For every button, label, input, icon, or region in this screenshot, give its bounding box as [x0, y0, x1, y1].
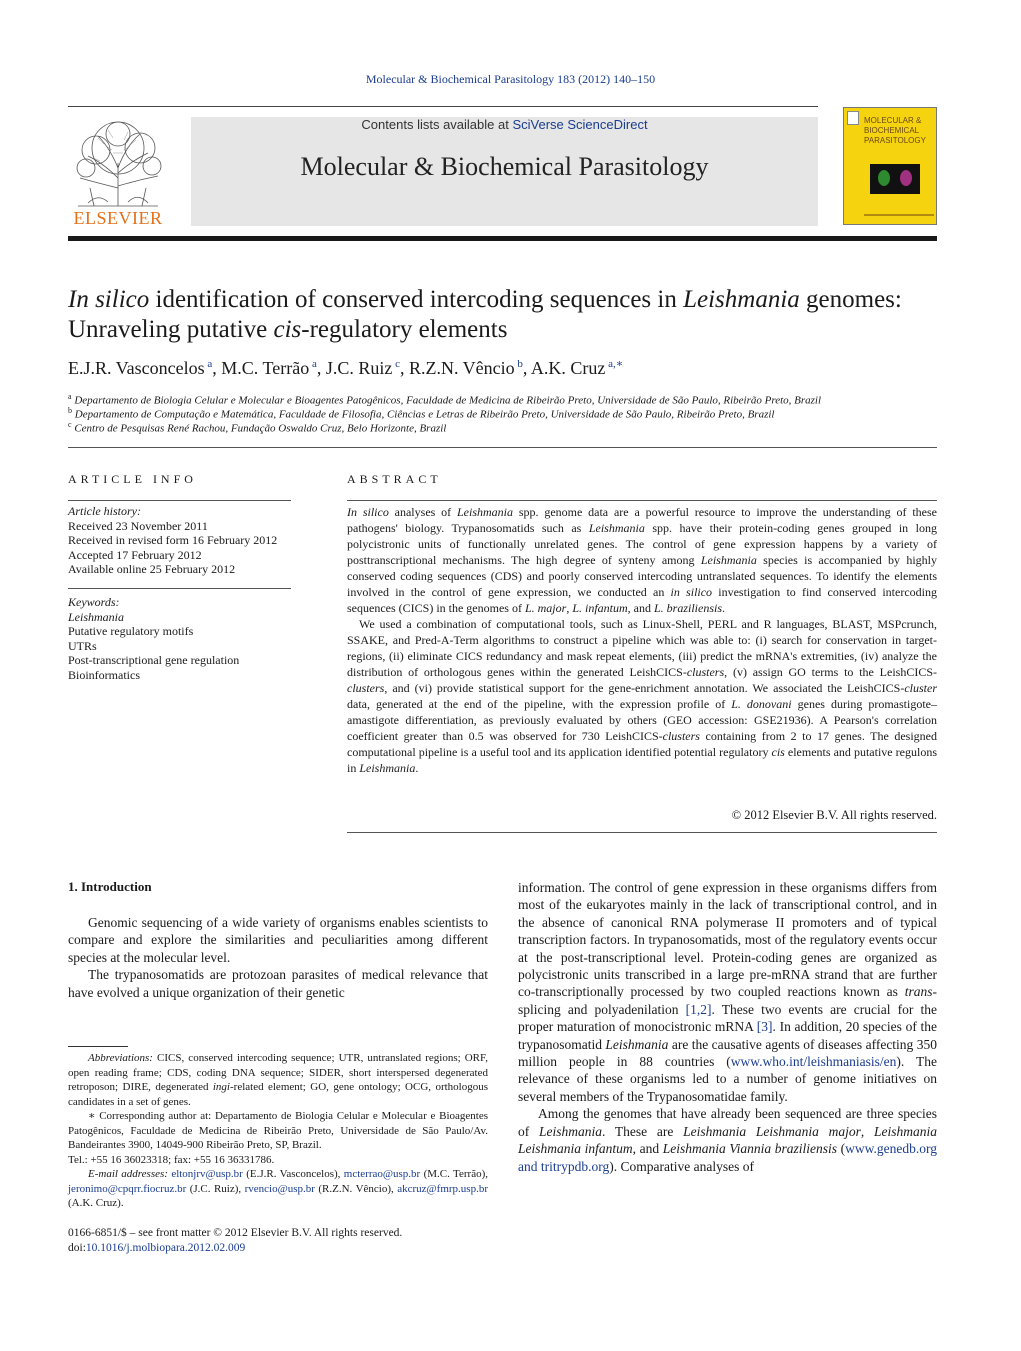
reference-link[interactable]: www.who.int/leishmaniasis/en [730, 1054, 897, 1070]
header-rule [68, 106, 818, 107]
italic-text: L. braziliensis [653, 601, 722, 615]
text-run: genes during promastigote–amastigote differentiation, as previously evaluated by others (GEO accession: GSE21936). A Pearson's correlation coefficient greater than 0.5 was observed for 730 LeishCICS- [347, 697, 937, 743]
affiliation-c [68, 418, 938, 436]
italic-text: E-mail addresses: [88, 1168, 172, 1180]
journal-cover-image[interactable] [843, 107, 937, 225]
keyword-item: Bioinformatics [68, 667, 140, 682]
cover-title: MOLECULAR & BIOCHEMICAL PARASITOLOGY [864, 116, 926, 145]
contents-prefix: Contents lists available at [361, 117, 513, 132]
footnote-emails [68, 1167, 488, 1211]
italic-text: Leishmania Viannia braziliensis [662, 1141, 838, 1157]
reference-link[interactable]: mcterrao@usp.br [343, 1168, 421, 1180]
text-run: (A.K. Cruz). [68, 1197, 124, 1209]
text-run: ∗ Corresponding author at: Departamento de Biologia Celular e Molecular e Bioagentes Patogênicos, Faculdade de Medicina de Ribeirão Preto, Universidade de São Paulo/Av. Bandeirantes 3900, 14049-900 Ribeirão Preto, SP, Brazil. [68, 1110, 488, 1151]
text-run: (J.C. Ruiz), [186, 1182, 245, 1195]
reference-link[interactable]: akcruz@fmrp.usp.br [397, 1182, 488, 1195]
footnote-phone [68, 1153, 488, 1168]
history-item: Received in revised form 16 February 2012 [68, 533, 278, 547]
italic-text: in silico [670, 585, 713, 599]
text-run: (R.Z.N. Vêncio), [314, 1182, 398, 1195]
italic-text: clusters [662, 729, 700, 743]
text-run: data, generated at the end of the pipeline, with the expression profile of [347, 697, 732, 711]
cover-stripe [864, 214, 934, 216]
contents-availability [191, 117, 818, 132]
keyword-item: Leishmania [68, 609, 125, 624]
author-separator: , [212, 358, 222, 378]
author-separator: , [522, 358, 531, 378]
italic-text: Leishmania [605, 1036, 669, 1052]
keyword-item: Putative regulatory motifs [68, 624, 194, 638]
article-history [68, 504, 291, 577]
keyword-item: Post-transcriptional gene regulation [68, 653, 240, 667]
doi-line [68, 1241, 488, 1256]
reference-link[interactable]: rvencio@usp.br [244, 1182, 315, 1195]
text-run: information. The control of gene expression in these organisms differs from most of the eukaryotes mainly in the lack of transcriptional control, and in the absence of canonical RNA polymerase II promoters and of typical transcription factors. In trypanosomatids, most of the regulatory events occur at the post-transcriptional level. Protein-coding genes are organized as polycistronic units transcribed in a large pre-mRNA strand that are further co-transcriptionally processed by two coupled reactions known as [518, 880, 937, 1000]
article-info-heading: ARTICLE INFO [68, 472, 197, 486]
front-matter [68, 1226, 488, 1256]
affiliation-rule [68, 447, 937, 448]
abstract-paragraph [347, 616, 937, 776]
italic-text: Leishmania [683, 286, 800, 313]
text-run: investigation to find conserved intercoding sequences (CICS) in the genomes of [347, 585, 937, 615]
text-run: . [415, 761, 419, 775]
author-separator: , [399, 358, 409, 378]
italic-text: Leishmania [539, 1123, 603, 1139]
history-item: Received 23 November 2011 [68, 518, 208, 533]
doi-prefix: doi: [68, 1242, 86, 1254]
sciencedirect-link[interactable]: SciVerse ScienceDirect [512, 117, 648, 132]
italic-text: clusters [347, 681, 385, 695]
publisher-name: ELSEVIER [73, 208, 163, 228]
text-run: . [722, 601, 725, 615]
keywords-label: Keywords: [68, 595, 120, 609]
affiliation-marker: b [68, 406, 72, 415]
text-run: spp. have their protein-coding genes grouped in long polycistronic units of functionally unrelated genes. The control of gene expression happens by a variety of posttranscriptional mechanisms. The high degree of synteny among [347, 521, 937, 567]
text-run: . In addition, 20 species of the trypanosomatid [518, 1019, 937, 1052]
italic-text: cis [273, 316, 302, 343]
reference-link[interactable]: eltonjrv@usp.br [171, 1168, 243, 1180]
affiliation-text: Centro de Pesquisas René Rachou, Fundação Oswaldo Cruz, Belo Horizonte, Brazil [74, 422, 447, 435]
text-run: . These are [602, 1123, 684, 1139]
intro-right-column [518, 879, 937, 1175]
section-heading-introduction: 1. Introduction [68, 879, 152, 894]
author-separator: , [316, 358, 326, 378]
cover-elsevier-mark [847, 111, 859, 125]
cover-figure-left [878, 170, 890, 186]
text-run: genomes: Unraveling putative [68, 286, 902, 343]
text-run: , [860, 1123, 874, 1139]
article-info-rule [68, 500, 291, 501]
author-name: A.K. Cruz [530, 358, 606, 378]
italic-text: cis [771, 745, 785, 759]
footnote-rule [68, 1046, 128, 1047]
italic-text: ingi [212, 1081, 230, 1093]
italic-text: L. infantum [572, 601, 628, 615]
author-name: E.J.R. Vasconcelos [68, 358, 205, 378]
italic-text: Leishmania Leishmania major [683, 1123, 861, 1139]
text-run: analyses of [388, 505, 457, 519]
article-title [68, 285, 938, 345]
italic-text: In silico [68, 286, 150, 313]
text-run: species is accompanied by highly conserved coding sequences (CDS) and poorly conserved intercoding untranslated sequences. To identify the elements involved in the control of gene expression, we conducted an [347, 553, 937, 599]
intro-paragraph [518, 879, 937, 1105]
text-run: are the causative agents of diseases affecting 350 million people in 88 countries ( [518, 1036, 937, 1070]
text-run: , [566, 601, 573, 615]
cover-figure [870, 164, 920, 194]
abstract-copyright: © 2012 Elsevier B.V. All rights reserved. [731, 808, 937, 822]
text-run: Among the genomes that have already been sequenced are three species of [518, 1106, 937, 1139]
footnote-corresponding-author [68, 1109, 488, 1153]
text-run: containing from 2 to 17 genes. The designed computational pipeline is a useful tool and its application identified potential regulatory [347, 729, 937, 759]
italic-text: cluster [904, 681, 937, 695]
reference-link[interactable]: [1,2] [685, 1001, 712, 1017]
text-run: -splicing and polyadenilation [518, 984, 937, 1017]
italic-text: Leishmania [359, 761, 416, 775]
footnotes [68, 1051, 488, 1211]
text-run: . These two events are crucial for the proper maturation of monocistronic mRNA [518, 1001, 937, 1035]
italic-text: trans [904, 984, 933, 1000]
text-run: (M.C. Terrão), [420, 1168, 488, 1180]
author-affiliation-marker[interactable]: b [514, 358, 523, 370]
abstract-end-rule [347, 832, 937, 833]
author-name: J.C. Ruiz [325, 358, 393, 378]
cover-figure-right [900, 170, 912, 186]
author-name: M.C. Terrão [221, 358, 310, 378]
text-run: -regulatory elements [301, 316, 508, 343]
italic-text: L. donovani [731, 697, 792, 711]
text-run: ). Comparative analyses of [609, 1158, 754, 1174]
italic-text: Leishmania [700, 553, 757, 567]
reference-link[interactable]: jeronimo@cpqrr.fiocruz.br [68, 1182, 187, 1195]
history-label: Article history: [68, 504, 141, 518]
author-affiliation-marker[interactable]: a,∗ [605, 358, 624, 370]
italic-text: L. major [524, 601, 567, 615]
header-thick-rule [68, 236, 937, 241]
abstract-rule [347, 500, 937, 501]
author-affiliation-marker[interactable]: c [392, 358, 400, 370]
italic-text: Leishmania [456, 505, 513, 519]
text-run: Genomic sequencing of a wide variety of organisms enables scientists to compare and explore the similarities and peculiarities among different species at the molecular level. [68, 915, 488, 965]
author-name: R.Z.N. Vêncio [408, 358, 515, 378]
text-run: , and [627, 601, 654, 615]
text-run: , and (vi) provide statistical support for the gene-enrichment annotation. We associated the LeishCICS- [384, 681, 905, 695]
journal-name: Molecular & Biochemical Parasitology [300, 152, 709, 181]
text-run: , (v) assign GO terms to the LeishCICS- [724, 665, 937, 679]
abstract-paragraph [347, 504, 937, 616]
author-affiliation-marker[interactable]: a [204, 358, 213, 370]
keyword-list [68, 610, 291, 683]
keywords-rule [68, 588, 291, 589]
italic-text: In silico [347, 505, 389, 519]
text-run: identification of conserved intercoding sequences in [149, 286, 684, 313]
reference-link[interactable]: www.genedb.org and tritrypdb.org [518, 1141, 938, 1174]
text-run: We used a combination of computational tools, such as Linux-Shell, PERL and R languages, BLAST, MSPcrunch, SSAKE, and Pred-A-Term algorithms to construct a pipeline which was able to: (i) search for conservation in target-regions, (ii) eliminate CICS redundancy and mask repeat elements, (iii) predict the mRNA's extremities, (iv) analyze the distribution of orthologous genes within the generated LeishCICS- [347, 617, 937, 679]
italic-text: clusters [686, 665, 725, 679]
history-item: Available online 25 February 2012 [68, 562, 236, 576]
intro-paragraph [518, 1105, 937, 1175]
abstract-heading: ABSTRACT [347, 472, 442, 486]
text-run: , and [632, 1141, 663, 1157]
text-run: Tel.: +55 16 36023318; fax: +55 16 36331786. [68, 1153, 275, 1166]
journal-citation[interactable]: Molecular & Biochemical Parasitology 183 (2012) 140–150 [365, 72, 656, 86]
footnote-abbreviations [68, 1051, 488, 1109]
text-run: ( [837, 1141, 846, 1157]
italic-text: Leishmania [588, 521, 645, 535]
italic-text: Abbreviations: [88, 1052, 153, 1064]
history-item: Accepted 17 February 2012 [68, 547, 202, 562]
text-run: CICS, conserved intercoding sequence; UTR, untranslated regions; ORF, open reading frame; CDS, coding DNA sequence; SIDER, short interspersed degenerated retroposon; DIRE, degenerated [68, 1052, 488, 1093]
affiliation-text: Departamento de Computação e Matemática, Faculdade de Filosofia, Ciências e Letras de Ribeirão Preto, Universidade de São Paulo, Ribeirão Preto, Brazil [74, 408, 775, 421]
affiliation-marker: c [68, 420, 72, 429]
reference-link[interactable]: [3] [756, 1019, 773, 1035]
text-run: ). The relevance of these organisms led to a number of genome initiatives on several members of the Trypanosomatidae family. [518, 1054, 937, 1104]
keywords [68, 595, 291, 682]
text-run: -related element; GO, gene ontology; OCG, orthologous candidates in a set of genes. [68, 1081, 488, 1108]
issn-line: 0166-6851/$ – see front matter © 2012 Elsevier B.V. All rights reserved. [68, 1227, 403, 1239]
text-run: The trypanosomatids are protozoan parasites of medical relevance that have evolved a unique organization of their genetic [68, 967, 488, 1000]
abstract-body [347, 504, 937, 776]
text-run: (E.J.R. Vasconcelos), [242, 1168, 344, 1180]
text-run: elements and putative regulons in [347, 745, 937, 775]
intro-paragraph [68, 914, 488, 966]
author-list [68, 357, 938, 379]
affiliation-text: Departamento de Biologia Celular e Molecular e Bioagentes Patogênicos, Faculdade de Medicina de Ribeirão Preto, Universidade de São Paulo, Ribeirão Preto, Brazil [74, 394, 822, 407]
intro-left-column [68, 914, 488, 1001]
doi-link[interactable]: 10.1016/j.molbiopara.2012.02.009 [85, 1242, 246, 1254]
italic-text: Leishmania Leishmania infantum [518, 1123, 938, 1157]
text-run: spp. genome data are a powerful resource to improve the understanding of these pathogens' biology. Trypanosomatids such as [347, 505, 938, 535]
author-affiliation-marker[interactable]: a [309, 358, 317, 370]
keyword-item: UTRs [68, 638, 97, 653]
intro-paragraph [68, 966, 488, 1001]
affiliation-marker: a [68, 392, 72, 401]
